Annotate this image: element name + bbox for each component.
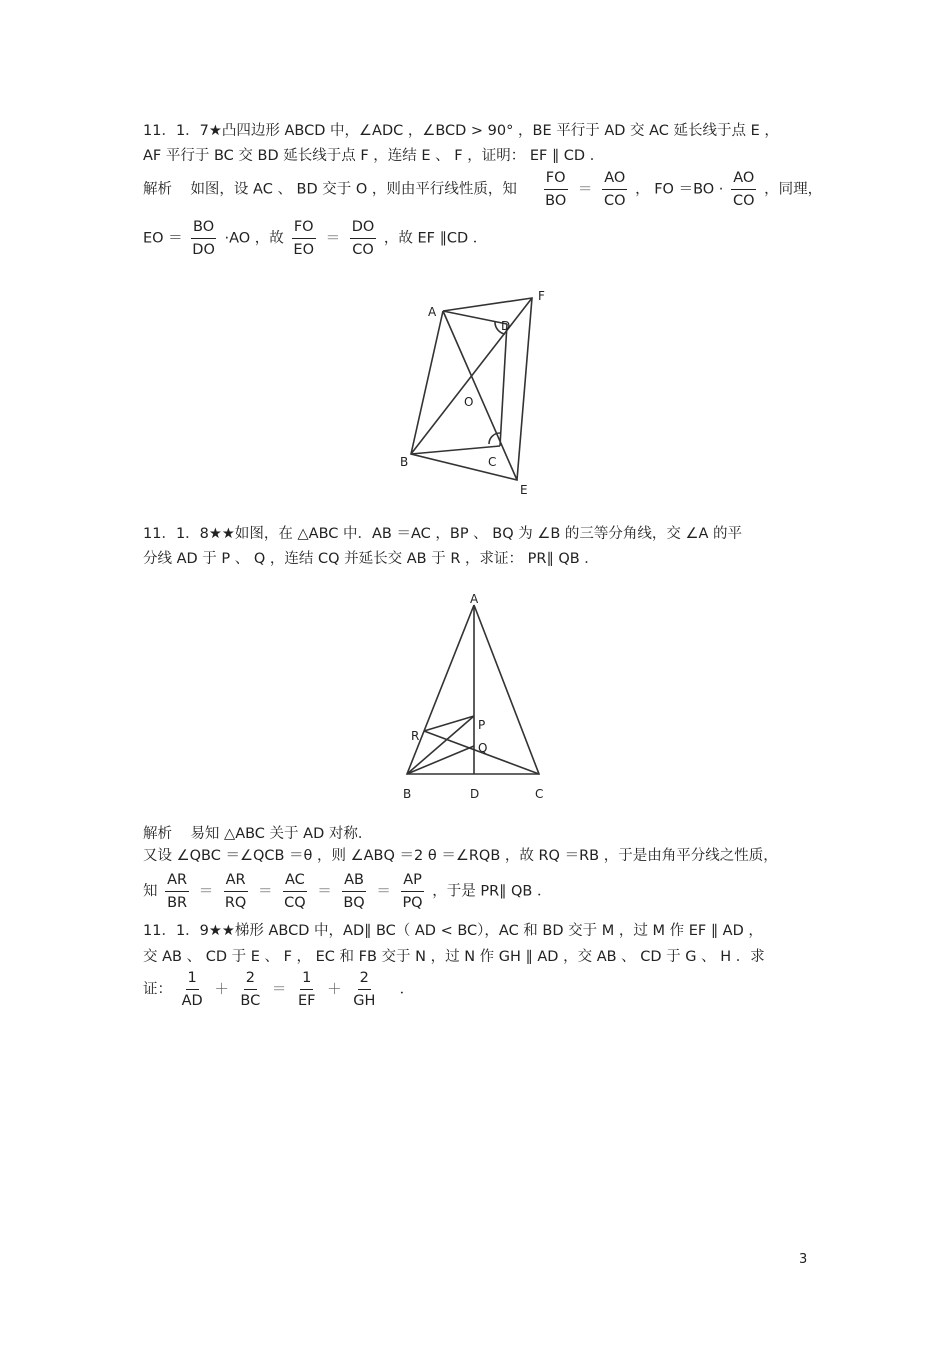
segment-bp (407, 716, 474, 774)
label-c: C (488, 455, 497, 469)
p9-fraction: $\frac{1}{EF}$ (297, 970, 316, 1009)
p7-statement-line2: AF 平行于 BC 交 BD 延长线于点 F ，连结 E 、 F ，证明： EF ∥ CD ． (143, 148, 605, 164)
label-p: P (478, 718, 486, 732)
segment-bc (411, 446, 500, 454)
p8-fraction: $\frac{AC}{CQ}$ (284, 872, 306, 911)
segment-ad (443, 311, 507, 324)
label-c: C (535, 787, 544, 801)
p9-fraction: $\frac{1}{AD}$ (181, 970, 203, 1009)
p7-fraction: $\frac{AO}{CO}$ (733, 170, 755, 209)
p7-fraction: $\frac{FO}{EO}$ (293, 219, 314, 258)
p8-solution-text-a: 易知 △ABC 关于 AD 对称． (190, 826, 373, 842)
label-e: E (520, 483, 528, 497)
triangle-figure (395, 588, 555, 806)
p8-fraction: $\frac{AB}{BQ}$ (343, 872, 365, 911)
equals-sign: ＝ (325, 230, 341, 247)
p8-fraction: $\frac{AR}{RQ}$ (224, 872, 247, 911)
solution-label: 解析 (143, 826, 172, 842)
equals-sign: ＝ (376, 883, 391, 900)
p7-solution-line1 (143, 168, 822, 211)
label-o: O (464, 395, 474, 409)
label-b: B (403, 787, 412, 801)
p9-fraction: $\frac{2}{BC}$ (240, 970, 261, 1009)
plus-sign: ＋ (327, 981, 342, 998)
p7-solution-line2 (143, 217, 487, 260)
label-a: A (428, 305, 437, 319)
label-q: Q (478, 741, 488, 755)
equals-sign: ＝ (317, 883, 332, 900)
p7-fraction: $\frac{FO}{BO}$ (545, 170, 567, 209)
p7-fraction: $\frac{AO}{CO}$ (603, 170, 626, 209)
p9-prove-label: 证： (143, 981, 172, 998)
solution-label: 解析 (143, 181, 172, 198)
segment-dc (500, 324, 507, 446)
p8-statement-line2: 分线 AD 于 P 、 Q ，连结 CQ 并延长交 AB 于 R ，求证： PR∥ QB ． (143, 551, 599, 567)
p8-solution-line3 (143, 870, 551, 913)
quadrilateral-figure (390, 282, 560, 497)
p8-solution-text-c: 知 (143, 883, 158, 900)
label-f: F (538, 289, 545, 303)
label-r: R (411, 729, 420, 743)
p8-fraction: $\frac{AR}{BR}$ (167, 872, 188, 911)
p8-solution-text-d: ，于是 PR∥ QB ． (432, 883, 552, 900)
p8-fraction: $\frac{AP}{PQ}$ (402, 872, 423, 911)
p7-solution-text-a: 如图，设 AC 、 BD 交于 O ，则由平行线性质，知 (190, 181, 517, 198)
p7-fraction: $\frac{DO}{CO}$ (351, 219, 375, 258)
page-number: 3 (799, 1252, 808, 1267)
p9-statement-line2: 交 AB 、 CD 于 E 、 F ， EC 和 FB 交于 N ，过 N 作 GH ∥ AD ，交 AB 、 CD 于 G 、 H ．求 (143, 949, 765, 965)
p7-statement-line1: 11．1．7★凸四边形 ABCD 中，∠ADC ，∠BCD > 90° ，BE 平行于 AD 交 AC 延长线于点 E ， (143, 123, 779, 139)
label-d: D (501, 319, 511, 333)
p8-solution-line2: 又设 ∠QBC ＝∠QCB ＝θ ，则 ∠ABQ ＝2 θ ＝∠RQB ，故 RQ ＝RB ，于是由角平分线之性质， (143, 848, 778, 864)
p9-end-mark: ． (399, 981, 415, 998)
p8-statement-line1: 11．1．8★★如图，在 △ABC 中．AB ＝AC ，BP 、 BQ 为 ∠B 的三等分角线，交 ∠A 的平 (143, 526, 743, 542)
p7-solution-text-f: ，故 EF ∥CD ． (383, 230, 488, 247)
p7-solution-text-e: ·AO ，故 (224, 230, 284, 247)
label-a: A (470, 592, 479, 606)
p9-fraction: $\frac{2}{GH}$ (353, 970, 376, 1009)
p7-solution-text-c: ，同理， (764, 181, 823, 198)
equals-sign: ＝ (257, 883, 273, 900)
equals-sign: ＝ (271, 981, 287, 998)
p9-statement-line3 (143, 968, 414, 1011)
p8-solution-line1 (143, 824, 372, 844)
equals-sign: ＝ (198, 883, 214, 900)
label-d: D (470, 787, 480, 801)
p7-fraction: $\frac{BO}{DO}$ (192, 219, 215, 258)
p7-solution-text-d: EO ＝ (143, 230, 183, 247)
plus-sign: ＋ (214, 981, 229, 998)
equals-sign: ＝ (577, 181, 593, 198)
p7-solution-text-b: ， FO ＝BO · (635, 181, 724, 198)
label-b: B (400, 455, 409, 469)
p9-statement-line1: 11．1．9★★梯形 ABCD 中，AD∥ BC（ AD < BC），AC 和 BD 交于 M ，过 M 作 EF ∥ AD ， (143, 923, 763, 939)
